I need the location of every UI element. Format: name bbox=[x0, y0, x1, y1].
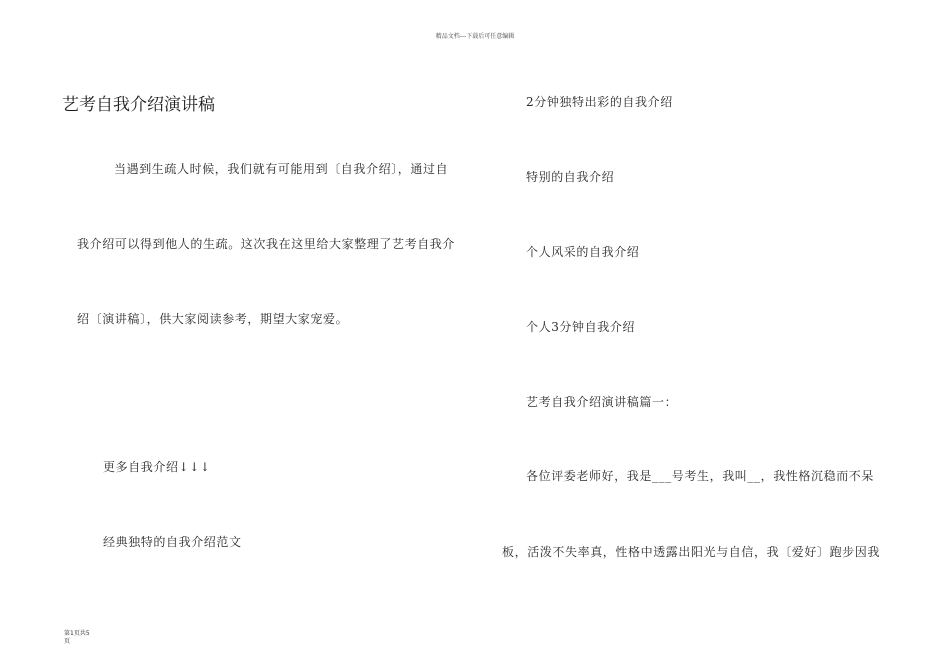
special-intro-link[interactable]: 特别的自我介绍 bbox=[526, 170, 615, 184]
page-number-line-1: 第1页共5 bbox=[64, 630, 90, 637]
section-heading-part-one: 艺考自我介绍演讲稿篇一： bbox=[526, 395, 678, 409]
left-line-3: 绍〔演讲稿〕，供大家阅读参考，期望大家宠爱。 bbox=[77, 312, 349, 326]
page-header: 精品文档---下载后可任意编辑 bbox=[435, 33, 515, 40]
right-line-7: 板，活泼不失率真，性格中透露出阳光与自信，我〔爱好〕跑步因我 bbox=[502, 545, 881, 559]
page-number-line-2: 页 bbox=[64, 638, 71, 645]
personal-style-intro-link[interactable]: 个人风采的自我介绍 bbox=[526, 245, 640, 259]
document-title: 艺考自我介绍演讲稿 bbox=[62, 95, 215, 115]
left-line-2: 我介绍可以得到他人的生疏。这次我在这里给大家整理了艺考自我介 bbox=[77, 237, 456, 251]
right-line-6: 各位评委老师好，我是___号考生，我叫__，我性格沉稳而不呆 bbox=[526, 469, 875, 483]
more-intro-link[interactable]: 更多自我介绍↓↓↓ bbox=[103, 460, 211, 474]
two-minute-intro-link[interactable]: 2分钟独特出彩的自我介绍 bbox=[526, 95, 673, 109]
classic-intro-link[interactable]: 经典独特的自我介绍范文 bbox=[103, 535, 242, 549]
three-minute-intro-link[interactable]: 个人3分钟自我介绍 bbox=[526, 320, 636, 334]
left-line-1: 当遇到生疏人时候，我们就有可能用到〔自我介绍〕，通过自 bbox=[114, 162, 449, 176]
